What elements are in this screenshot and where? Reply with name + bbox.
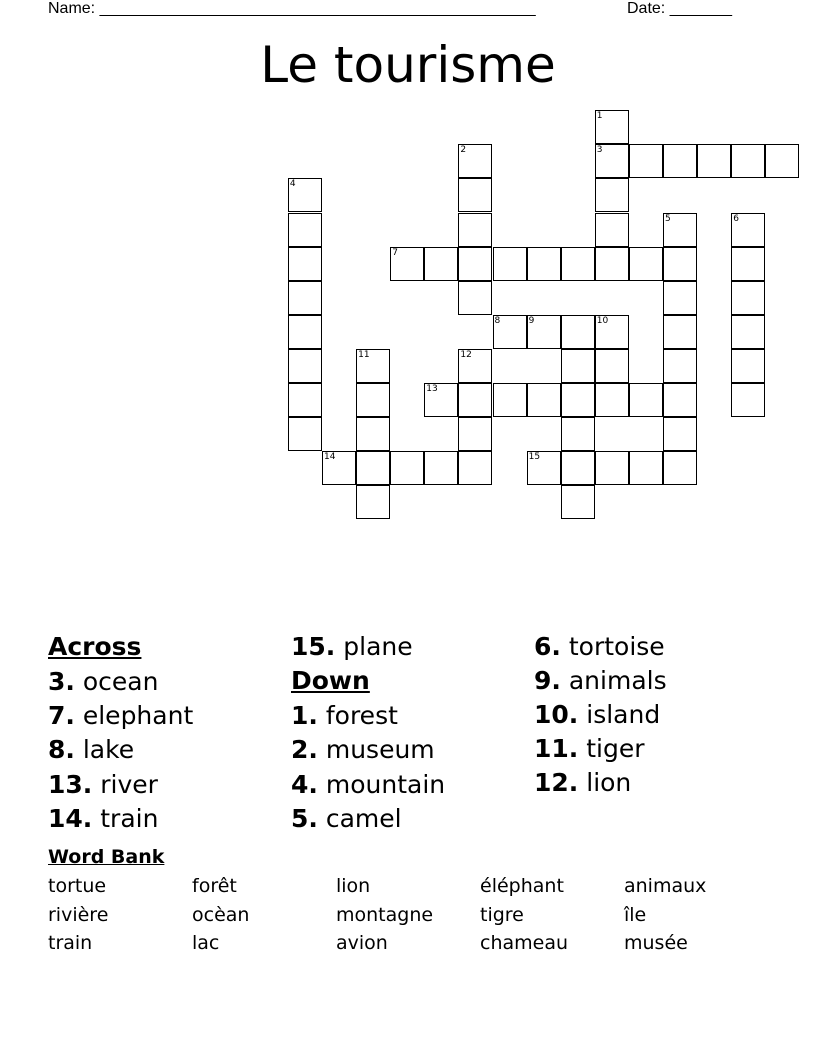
grid-cell[interactable]: [288, 247, 322, 281]
clue-number: 5: [665, 213, 671, 224]
clue-number: 14: [324, 452, 336, 463]
grid-cell[interactable]: [322, 451, 356, 485]
grid-cell[interactable]: [595, 110, 629, 144]
word-bank-word: lac: [192, 932, 220, 954]
clue-down-2: 2. museum: [291, 735, 435, 764]
grid-cell[interactable]: [458, 144, 492, 178]
clue-number: 10: [596, 315, 609, 326]
grid-cell[interactable]: [561, 383, 595, 417]
clue-across-14: 14. train: [48, 804, 159, 833]
grid-cell[interactable]: [663, 417, 697, 451]
grid-cell[interactable]: [595, 213, 629, 247]
grid-cell[interactable]: [288, 213, 322, 247]
word-bank-title: Word Bank: [48, 846, 165, 868]
grid-cell[interactable]: [356, 451, 390, 485]
grid-cell[interactable]: [561, 485, 595, 519]
clue-number: 7: [392, 247, 398, 258]
grid-cell[interactable]: [458, 281, 492, 315]
grid-cell[interactable]: [390, 451, 424, 485]
clue-down-6: 6. tortoise: [534, 632, 665, 661]
grid-cell[interactable]: [765, 144, 799, 178]
grid-cell[interactable]: [595, 144, 629, 178]
grid-cell[interactable]: [561, 247, 595, 281]
grid-cell[interactable]: [288, 178, 322, 212]
word-bank-word: éléphant: [480, 875, 564, 897]
clue-across-7: 7. elephant: [48, 701, 194, 730]
word-bank-word: rivière: [48, 904, 109, 926]
grid-cell[interactable]: [595, 247, 629, 281]
clue-down-12: 12. lion: [534, 768, 632, 797]
word-bank-word: avion: [336, 932, 388, 954]
clue-down-10: 10. island: [534, 700, 661, 729]
clue-number: 9: [528, 315, 535, 326]
grid-cell[interactable]: [527, 315, 561, 349]
grid-cell[interactable]: [458, 349, 492, 383]
grid-cell[interactable]: [663, 144, 697, 178]
grid-cell[interactable]: [288, 383, 322, 417]
clue-number: 4: [289, 179, 296, 190]
grid-cell[interactable]: [663, 315, 697, 349]
clue-number: 12: [460, 349, 472, 360]
clue-number: 15: [528, 452, 541, 463]
grid-cell[interactable]: [424, 451, 458, 485]
grid-cell[interactable]: [561, 451, 595, 485]
grid-cell[interactable]: [663, 451, 697, 485]
grid-cell[interactable]: [629, 247, 663, 281]
grid-cell[interactable]: [356, 349, 390, 383]
grid-cell[interactable]: [493, 315, 527, 349]
clue-number: 6: [733, 213, 739, 224]
grid-cell[interactable]: [390, 247, 424, 281]
word-bank-word: montagne: [336, 904, 434, 926]
clue-across-15: 15. plane: [291, 632, 413, 661]
grid-cell[interactable]: [424, 247, 458, 281]
grid-cell[interactable]: [288, 349, 322, 383]
grid-cell[interactable]: [731, 247, 765, 281]
grid-cell[interactable]: [424, 383, 458, 417]
clue-number: 1: [596, 111, 603, 122]
grid-cell[interactable]: [356, 485, 390, 519]
clue-number: 8: [494, 315, 501, 326]
grid-cell[interactable]: [731, 349, 765, 383]
grid-cell[interactable]: [731, 213, 765, 247]
word-bank-word: musée: [624, 932, 688, 954]
word-bank-word: animaux: [624, 875, 707, 897]
word-bank-word: forêt: [192, 875, 237, 897]
page-title: Le tourisme: [260, 36, 556, 94]
clue-number: 13: [426, 384, 438, 394]
clue-number: 11: [358, 349, 370, 360]
clue-down-9: 9. animals: [534, 666, 667, 695]
grid-cell[interactable]: [629, 451, 663, 485]
down-heading: Down: [291, 666, 370, 695]
grid-cell[interactable]: [288, 315, 322, 349]
word-bank-word: tigre: [480, 904, 524, 926]
clue-across-13: 13. river: [48, 770, 158, 799]
grid-cell[interactable]: [527, 247, 561, 281]
grid-cell[interactable]: [288, 281, 322, 315]
grid-cell[interactable]: [697, 144, 731, 178]
grid-cell[interactable]: [458, 383, 492, 417]
grid-cell[interactable]: [595, 451, 629, 485]
across-heading: Across: [48, 632, 142, 661]
grid-cell[interactable]: [629, 383, 663, 417]
grid-cell[interactable]: [493, 383, 527, 417]
date-field-label: Date: _______: [627, 0, 732, 17]
grid-cell[interactable]: [663, 383, 697, 417]
word-bank-word: tortue: [48, 875, 107, 897]
grid-cell[interactable]: [561, 417, 595, 451]
grid-cell[interactable]: [288, 417, 322, 451]
clue-number: 2: [460, 145, 467, 156]
word-bank-word: train: [48, 932, 93, 954]
word-bank-word: chameau: [480, 932, 569, 954]
grid-cell[interactable]: [561, 349, 595, 383]
name-field-label: Name: _________________________________________________: [48, 0, 536, 17]
grid-cell[interactable]: [731, 144, 765, 178]
grid-cell[interactable]: [527, 383, 561, 417]
grid-cell[interactable]: [731, 281, 765, 315]
grid-cell[interactable]: [663, 349, 697, 383]
grid-cell[interactable]: [663, 213, 697, 247]
clue-down-11: 11. tiger: [534, 734, 645, 763]
clue-down-1: 1. forest: [291, 701, 398, 730]
grid-cell[interactable]: [356, 417, 390, 451]
clue-across-8: 8. lake: [48, 735, 135, 764]
clue-down-5: 5. camel: [291, 804, 402, 833]
grid-cell[interactable]: [663, 281, 697, 315]
grid-cell[interactable]: [458, 247, 492, 281]
grid-cell[interactable]: [458, 178, 492, 212]
grid-cell[interactable]: [493, 247, 527, 281]
grid-cell[interactable]: [561, 315, 595, 349]
clue-across-3: 3. ocean: [48, 667, 159, 696]
word-bank-word: lion: [336, 875, 371, 897]
grid-cell[interactable]: [629, 144, 663, 178]
grid-cell[interactable]: [731, 383, 765, 417]
grid-cell[interactable]: [595, 315, 629, 349]
grid-cell[interactable]: [663, 247, 697, 281]
grid-cell[interactable]: [356, 383, 390, 417]
clue-down-4: 4. mountain: [291, 770, 446, 799]
grid-cell[interactable]: [458, 213, 492, 247]
word-bank-word: île: [624, 904, 647, 926]
word-bank-word: ocèan: [192, 904, 250, 926]
grid-cell[interactable]: [595, 383, 629, 417]
grid-cell[interactable]: [595, 349, 629, 383]
grid-cell[interactable]: [595, 178, 629, 212]
grid-cell[interactable]: [527, 451, 561, 485]
grid-cell[interactable]: [458, 451, 492, 485]
grid-cell[interactable]: [731, 315, 765, 349]
grid-cell[interactable]: [458, 417, 492, 451]
clue-number: 3: [596, 145, 603, 156]
